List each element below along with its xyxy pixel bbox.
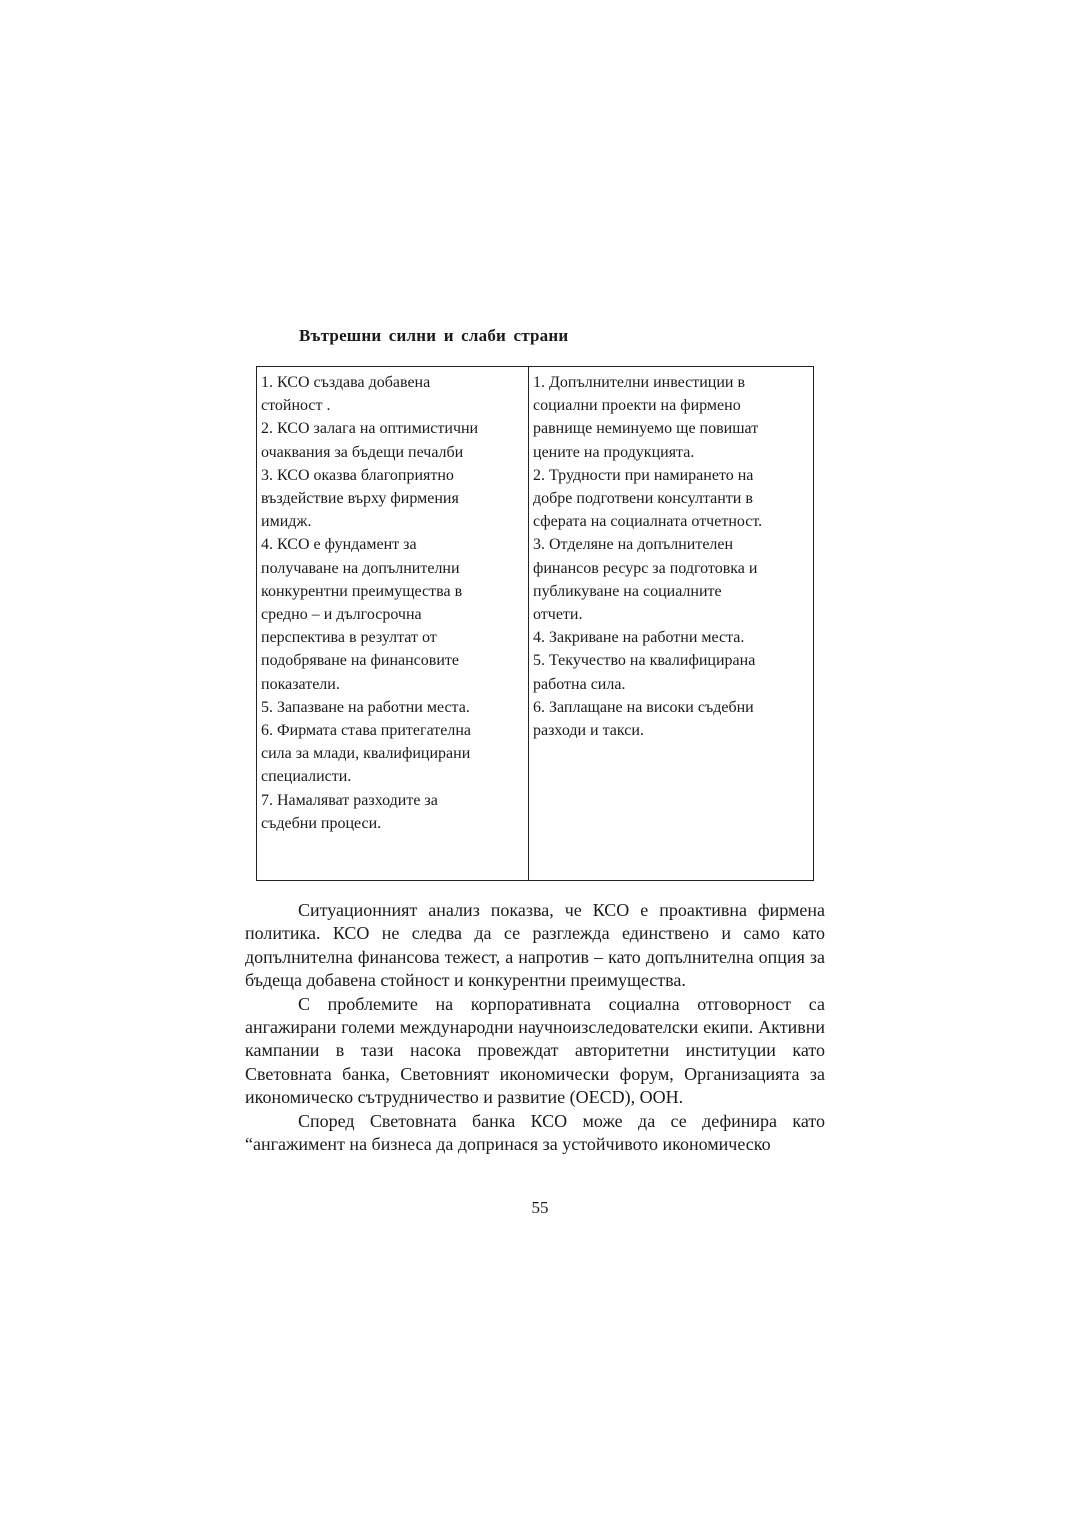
weakness-line: 6. Заплащане на високи съдебни: [533, 698, 754, 716]
weakness-line: 3. Отделяне на допълнителен: [533, 536, 734, 554]
weaknesses-cell: [529, 367, 814, 881]
strength-line: перспектива в резултат от: [261, 629, 437, 647]
strength-line: очаквания за бъдещи печалби: [261, 443, 464, 461]
strength-line: 3. КСО оказва благоприятно: [261, 466, 454, 484]
strength-line: специалисти.: [261, 768, 352, 786]
strength-line: показатели.: [261, 675, 340, 693]
page-number: 55: [531, 1198, 549, 1217]
body-text: [245, 899, 825, 1156]
paragraph: Ситуационният анализ показва, че КСО е проактивна фирмена политика. КСО не следва да се разглежда единствено и само като допълнителна финансова тежест, а напротив – като допълнителна опция за бъдеща добавена стойност и конкурентни преимущества.: [245, 900, 825, 991]
strength-line: подобряване на финансовите: [261, 652, 459, 670]
swot-table: [256, 366, 814, 881]
weakness-line: отчети.: [533, 606, 583, 624]
strength-line: 6. Фирмата става притегателна: [261, 722, 471, 740]
strength-line: конкурентни преимущества в: [261, 582, 463, 600]
weakness-line: финансов ресурс за подготовка и: [533, 559, 758, 577]
strength-line: 1. КСО създава добавена: [261, 374, 431, 391]
strength-line: 2. КСО залага на оптимистични: [261, 420, 479, 438]
strength-line: средно – и дългосрочна: [261, 606, 422, 624]
paragraph: С проблемите на корпоративната социална отговорност са ангажирани големи международни научноизследователски екипи. Активни кампании в тази насока провеждат авторитетни институции като Световната банка, Световният икономически форум, Организацията за икономическо сътрудничество и развитие (OECD), ООН.: [245, 993, 825, 1108]
weakness-line: сферата на социалната отчетност.: [533, 513, 763, 531]
weakness-line: публикуване на социалните: [533, 582, 722, 600]
weakness-line: разходи и такси.: [533, 722, 644, 740]
strengths-cell: [257, 367, 529, 881]
paragraph: Според Световната банка КСО може да се дефинира като “ангажимент на бизнеса да допринася за устойчивото икономическо: [245, 1110, 825, 1155]
section-heading: Вътрешни силни и слаби страни: [299, 326, 569, 345]
weakness-line: 4. Закриване на работни места.: [533, 629, 745, 647]
strength-line: 4. КСО е фундамент за: [261, 536, 417, 554]
strength-line: получаване на допълнителни: [261, 559, 460, 577]
weakness-line: цените на продукцията.: [533, 443, 695, 461]
weakness-line: 5. Текучество на квалифицирана: [533, 652, 756, 670]
weakness-line: равнище неминуемо ще повишат: [533, 420, 759, 438]
strength-line: съдебни процеси.: [261, 814, 382, 832]
weakness-line: работна сила.: [533, 675, 626, 693]
weakness-line: социални проекти на фирмено: [533, 397, 741, 415]
strength-line: стойност .: [261, 397, 331, 415]
strength-line: 5. Запазване на работни места.: [261, 698, 470, 716]
strength-line: въздействие върху фирмения: [261, 490, 459, 508]
weakness-line: добре подготвени консултанти в: [533, 490, 753, 508]
strength-line: имидж.: [261, 513, 312, 531]
table-row: [257, 367, 814, 881]
strength-line: сила за млади, квалифицирани: [261, 745, 471, 763]
strength-line: 7. Намаляват разходите за: [261, 791, 438, 809]
weakness-line: 2. Трудности при намирането на: [533, 466, 754, 484]
weakness-line: 1. Допълнителни инвестиции в: [533, 374, 746, 391]
